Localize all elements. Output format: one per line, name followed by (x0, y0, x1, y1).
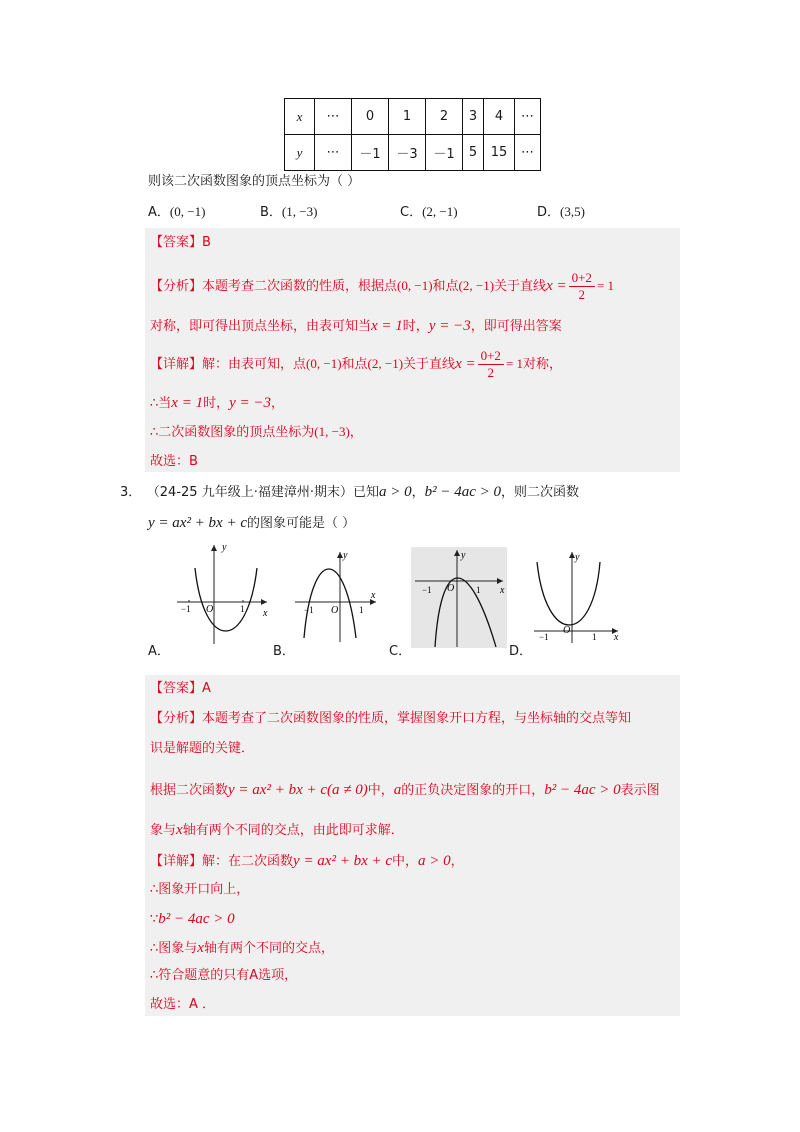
tick-label: 1 (240, 604, 245, 614)
formula: = 1 (505, 356, 524, 371)
graph-option-b: B． (273, 644, 295, 659)
x-axis-arrow (497, 578, 503, 584)
text: 和点 (432, 279, 459, 294)
denominator: 2 (578, 287, 586, 302)
q2-analysis-line-1 (150, 268, 614, 305)
point-2: (2, −1) (458, 278, 495, 293)
text: 的图象可能是（ ） (247, 516, 356, 531)
q3-detail-line-4 (150, 938, 334, 959)
q2-option-a (148, 202, 205, 223)
text: 二次函数图象的顶点坐标为 (158, 425, 315, 440)
table-cell: ⋯ (315, 135, 352, 171)
formula: a > 0 (378, 484, 412, 500)
table-cell: 0 (352, 99, 389, 135)
parabola (195, 568, 257, 631)
numerator: 0+2 (478, 348, 504, 365)
point-1: (0, −1) (306, 356, 342, 371)
table-cell: 3 (463, 99, 484, 135)
text: ， (450, 854, 464, 869)
table-cell: 15 (484, 135, 515, 171)
graph-d (530, 548, 622, 644)
text: ，即可得出答案 (470, 319, 562, 334)
y-label: y (461, 550, 466, 561)
q3-analysis-line-1 (150, 709, 631, 729)
graph-option-a: A． (148, 644, 170, 659)
formula: x (197, 940, 204, 956)
table-cell: 5 (463, 135, 484, 171)
answer-tag: 【答案】 (150, 681, 203, 696)
detail-tag: 【详解】 (150, 357, 203, 372)
q3-choose: 故选：A ． (150, 997, 216, 1012)
formula: y = −3 (229, 395, 271, 411)
therefore-symbol: ∴ (150, 425, 159, 440)
answer-value: A (202, 681, 211, 696)
tick-label: −1 (422, 585, 432, 595)
table-header-y: y (285, 135, 315, 171)
table-cell: 2 (426, 99, 463, 135)
q3-analysis-line-4 (150, 820, 404, 841)
formula: x = 1 (371, 318, 403, 334)
formula: b² − 4ac > 0 (544, 782, 621, 798)
text: 本题考查了二次函数图象的性质，掌握图象开口方程，与坐标轴的交点等知 (202, 711, 632, 726)
table-header-x: x (285, 99, 315, 135)
text: 图象开口向上， (158, 882, 250, 897)
q2-choose: 故选：B (150, 454, 198, 469)
option-value: (2, −1) (422, 204, 458, 219)
origin-label: O (331, 605, 339, 616)
formula: x (176, 822, 183, 838)
text: 解：在二次函数 (202, 854, 294, 869)
x-axis-arrow (261, 599, 267, 605)
option-letter: D． (537, 205, 561, 220)
option-letter: A． (148, 205, 170, 220)
text: 轴有两个不同的交点， (203, 941, 334, 956)
table-row-x (285, 99, 541, 135)
q2-option-b (260, 202, 317, 223)
table-cell: 4 (484, 99, 515, 135)
vertex: (1, −3) (314, 424, 350, 439)
text: ， (349, 425, 363, 440)
option-value: (0, −1) (169, 204, 206, 219)
formula: b² − 4ac > 0 (424, 484, 502, 500)
formula: a (393, 782, 402, 798)
text: 对称，即可得出顶点坐标，由表可知当 (150, 319, 372, 334)
answer-tag: 【答案】 (150, 235, 203, 250)
q2-detail-line-3 (150, 422, 363, 443)
q2-option-c (400, 202, 458, 223)
y-label: y (222, 542, 227, 553)
graph-option-d: D． (509, 644, 533, 659)
y-axis-arrow (454, 550, 460, 556)
value-table (284, 98, 541, 171)
text: 和点 (341, 357, 368, 372)
numerator: 0+2 (569, 270, 595, 287)
therefore-symbol: ∴ (150, 968, 159, 983)
question-number: 3． (120, 485, 142, 500)
y-label: y (343, 550, 348, 561)
q2-analysis-line-2 (150, 316, 562, 337)
q3-detail-line-1 (150, 851, 464, 872)
analysis-tag: 【分析】 (150, 711, 203, 726)
table-cell: －3 (389, 135, 426, 171)
q3-analysis-line-3 (150, 780, 660, 801)
tick-label: −1 (539, 632, 549, 642)
detail-tag: 【详解】 (150, 854, 203, 869)
text: 本题考查二次函数的性质，根据点 (202, 279, 398, 294)
tick-label: 1 (476, 585, 481, 595)
parabola (304, 569, 356, 638)
q2-detail-line-1 (150, 346, 562, 383)
therefore-symbol: ∴ (150, 941, 159, 956)
parabola (537, 562, 600, 625)
origin-label: O (563, 625, 571, 636)
formula: x = (455, 356, 476, 372)
text: 符合题意的只有A选项， (158, 968, 298, 983)
origin-label: O (447, 583, 455, 594)
q2-stem: 则该二次函数图象的顶点坐标为（ ） (148, 174, 361, 189)
text: 时， (203, 396, 230, 411)
q3-detail-line-3 (150, 909, 235, 930)
question-source: （24-25 九年级上·福建漳州·期末） (153, 485, 353, 500)
text: 时， (402, 319, 429, 334)
table-cell: ⋯ (315, 99, 352, 135)
graph-option-c: C． (389, 644, 412, 659)
table-cell: －1 (352, 135, 389, 171)
text: ， (271, 396, 285, 411)
text: 中， (392, 854, 419, 869)
table-cell: ⋯ (515, 99, 541, 135)
text: 象与 (150, 823, 177, 838)
tick-label: 1 (592, 632, 597, 642)
formula: b² − 4ac > 0 (158, 911, 235, 927)
text: ，则二次函数 (501, 485, 580, 500)
q2-answer (150, 233, 211, 253)
tick-label: −1 (181, 604, 191, 614)
tick-label: 1 (359, 605, 364, 615)
analysis-tag: 【分析】 (150, 279, 203, 294)
tick-label: −1 (304, 605, 314, 615)
text: 关于直线 (494, 279, 547, 294)
graph-c (411, 547, 507, 648)
option-letter: C． (400, 205, 423, 220)
therefore-symbol: ∴ (150, 396, 159, 411)
formula: y = −3 (428, 318, 471, 334)
q3-answer (150, 679, 211, 699)
table-cell: ⋯ (515, 135, 541, 171)
text: ， (411, 485, 425, 500)
text: 对称， (523, 357, 563, 372)
because-symbol: ∵ (150, 912, 159, 927)
formula: y = ax² + bx + c(a ≠ 0) (228, 782, 368, 798)
q2-option-d (537, 202, 585, 223)
table-row-y (285, 135, 541, 171)
point-1: (0, −1) (397, 278, 433, 293)
origin-label: O (206, 604, 214, 615)
point-2: (2, −1) (367, 356, 404, 371)
formula: x = (546, 278, 567, 294)
therefore-symbol: ∴ (150, 882, 159, 897)
text: 已知 (352, 485, 379, 500)
q3-analysis-line-2: 识是解题的关键． (150, 741, 255, 756)
q3-detail-line-2 (150, 880, 249, 900)
formula: y = ax² + bx + c (293, 853, 393, 869)
answer-value: B (202, 235, 211, 250)
y-label: y (575, 552, 580, 563)
parabola (435, 578, 496, 647)
formula: a > 0 (418, 853, 451, 869)
fraction (478, 348, 504, 381)
x-label: x (500, 585, 505, 596)
table-cell: －1 (426, 135, 463, 171)
x-label: x (371, 590, 376, 601)
denominator: 2 (487, 365, 495, 380)
formula: y = ax² + bx + c (148, 515, 247, 531)
q3-stem-line-1 (120, 482, 579, 503)
option-letter: B． (260, 205, 282, 220)
text: 的正负决定图象的开口， (401, 783, 545, 798)
text: 当 (158, 396, 172, 411)
text: 关于直线 (403, 357, 456, 372)
table-cell: 1 (389, 99, 426, 135)
option-value: (3,5) (560, 204, 585, 219)
text: 轴有两个不同的交点，由此即可求解． (182, 823, 404, 838)
x-label: x (614, 632, 619, 643)
formula: = 1 (596, 278, 615, 293)
q2-detail-line-2 (150, 393, 284, 414)
x-label: x (263, 608, 268, 619)
graph-a (172, 540, 272, 648)
graph-b (290, 546, 380, 646)
text: 解：由表可知，点 (202, 357, 307, 372)
y-axis-arrow (211, 545, 217, 551)
q3-stem-line-2 (148, 513, 355, 534)
text: 中， (367, 783, 394, 798)
fraction (569, 270, 595, 303)
q3-detail-line-5 (150, 966, 297, 986)
option-value: (1, −3) (281, 204, 318, 219)
formula: x = 1 (171, 395, 204, 411)
text: 图象与 (158, 941, 198, 956)
text: 根据二次函数 (150, 783, 229, 798)
text: 表示图 (620, 783, 660, 798)
